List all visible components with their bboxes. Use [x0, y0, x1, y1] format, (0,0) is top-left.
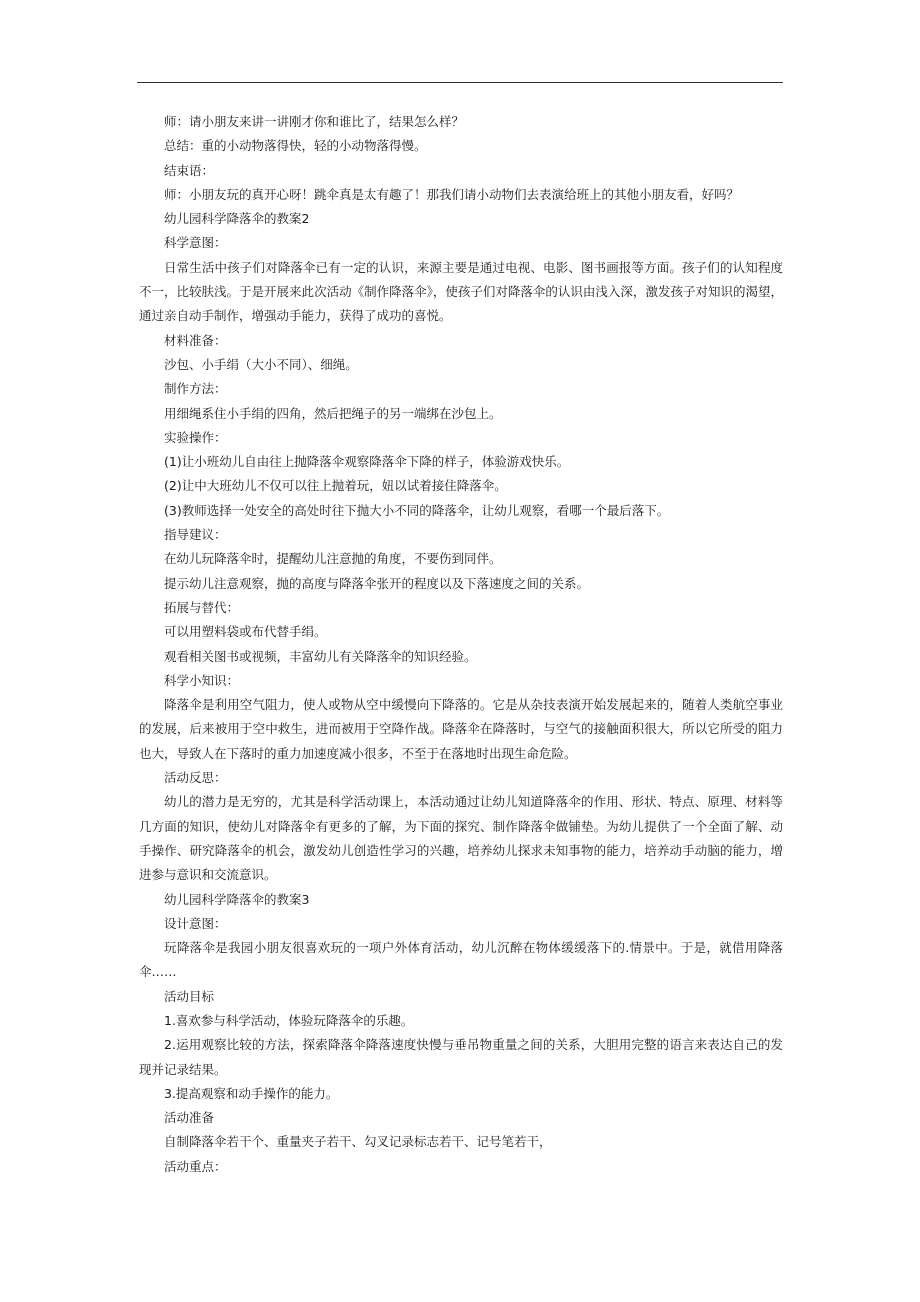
text-line: 活动目标 [164, 988, 215, 1004]
text-line: 活动准备 [164, 1110, 215, 1126]
text-line: 可以用塑料袋或布代替手绢。 [164, 624, 327, 640]
section-title: 幼儿园科学降落伞的教案3 [164, 891, 310, 907]
text-line: 提示幼儿注意观察，抛的高度与降落伞张开的程度以及下落速度之间的关系。 [164, 575, 590, 591]
text-line: 用细绳系住小手绢的四角，然后把绳子的另一端绑在沙包上。 [164, 405, 502, 421]
paragraph: 日常生活中孩子们对降落伞已有一定的认识，来源主要是通过电视、电影、图书画报等方面。孩子们的认知程度不一，比较肤浅。于是开展来此次活动《制作降落伞》，使孩子们对降落伞的认识由浅入深，激发孩子对知识的渴望，通过亲自动手制作，增强动手能力，获得了成功的喜悦。 [139, 259, 783, 324]
text-line: 自制降落伞若干个、重量夹子若干、勾叉记录标志若干、记号笔若干， [164, 1134, 552, 1150]
text-line: 设计意图： [164, 915, 227, 931]
text-line: 材料准备： [164, 332, 227, 348]
text-line: 科学小知识： [164, 672, 240, 688]
text-line: 沙包、小手绢（大小不同）、细绳。 [164, 356, 358, 372]
text-line: 实验操作： [164, 429, 227, 445]
text-line: 师：请小朋友来讲一讲刚才你和谁比了，结果怎么样？ [164, 114, 465, 129]
header-rule [137, 82, 783, 83]
paragraph: 2.运用观察比较的方法，探索降落伞降落速度快慢与垂吊物重量之间的关系，大胆用完整的语言来表达自己的发现并记录结果。 [139, 1037, 783, 1077]
text-line: 活动反思： [164, 770, 227, 786]
document-body [139, 110, 783, 1179]
text-line: 指导建议： [164, 527, 227, 543]
text-line: 活动重点： [164, 1158, 227, 1174]
text-line: 3.提高观察和动手操作的能力。 [164, 1085, 339, 1101]
text-line: (2)让中大班幼儿不仅可以往上抛着玩，妞以试着接住降落伞。 [164, 478, 507, 494]
paragraph: 玩降落伞是我园小朋友很喜欢玩的一项户外体育活动，幼儿沉醉在物体缓缓落下的.情景中。于是，就借用降落伞…… [139, 940, 783, 980]
text-line: 结束语： [164, 162, 215, 178]
text-line: 科学意图： [164, 235, 227, 251]
text-line: 师：小朋友玩的真开心呀！跳伞真是太有趣了！那我们请小动物们去表演给班上的其他小朋友看，好吗？ [164, 186, 740, 202]
text-line: 1.喜欢参与科学活动，体验玩降落伞的乐趣。 [164, 1012, 414, 1028]
section-title: 幼儿园科学降落伞的教案2 [164, 211, 310, 227]
text-line: 总结：重的小动物落得快，轻的小动物落得慢。 [164, 138, 427, 154]
text-line: 观看相关图书或视频，丰富幼儿有关降落伞的知识经验。 [164, 648, 477, 664]
text-line: 制作方法： [164, 381, 227, 397]
text-line: (3)教师选择一处安全的高处时往下抛大小不同的降落伞，让幼儿观察，看哪一个最后落下。 [164, 502, 670, 518]
text-line: 拓展与替代： [164, 599, 240, 615]
paragraph: 幼儿的潜力是无穷的，尤其是科学活动课上，本活动通过让幼儿知道降落伞的作用、形状、特点、原理、材料等几方面的知识，使幼儿对降落伞有更多的了解，为下面的探究、制作降落伞做铺垫。为幼儿提供了一个全面了解、动手操作、研究降落伞的机会，激发幼儿创造性学习的兴趣，培养幼儿探求未知事物的能力，培养动手动脑的能力，增进参与意识和交流意识。 [139, 794, 783, 883]
text-line: (1)让小班幼儿自由往上抛降落伞观察降落伞下降的样子，体验游戏快乐。 [164, 454, 570, 470]
paragraph: 降落伞是利用空气阻力，使人或物从空中缓慢向下降落的。它是从杂技表演开始发展起来的，随着人类航空事业的发展，后来被用于空中救生，进而被用于空降作战。降落伞在降落时，与空气的接触面积很大，所以它所受的阻力也大，导致人在下落时的重力加速度减小很多，不至于在落地时出现生命危险。 [139, 697, 783, 761]
text-line: 在幼儿玩降落伞时，提醒幼儿注意抛的角度，不要伤到同伴。 [164, 551, 502, 567]
